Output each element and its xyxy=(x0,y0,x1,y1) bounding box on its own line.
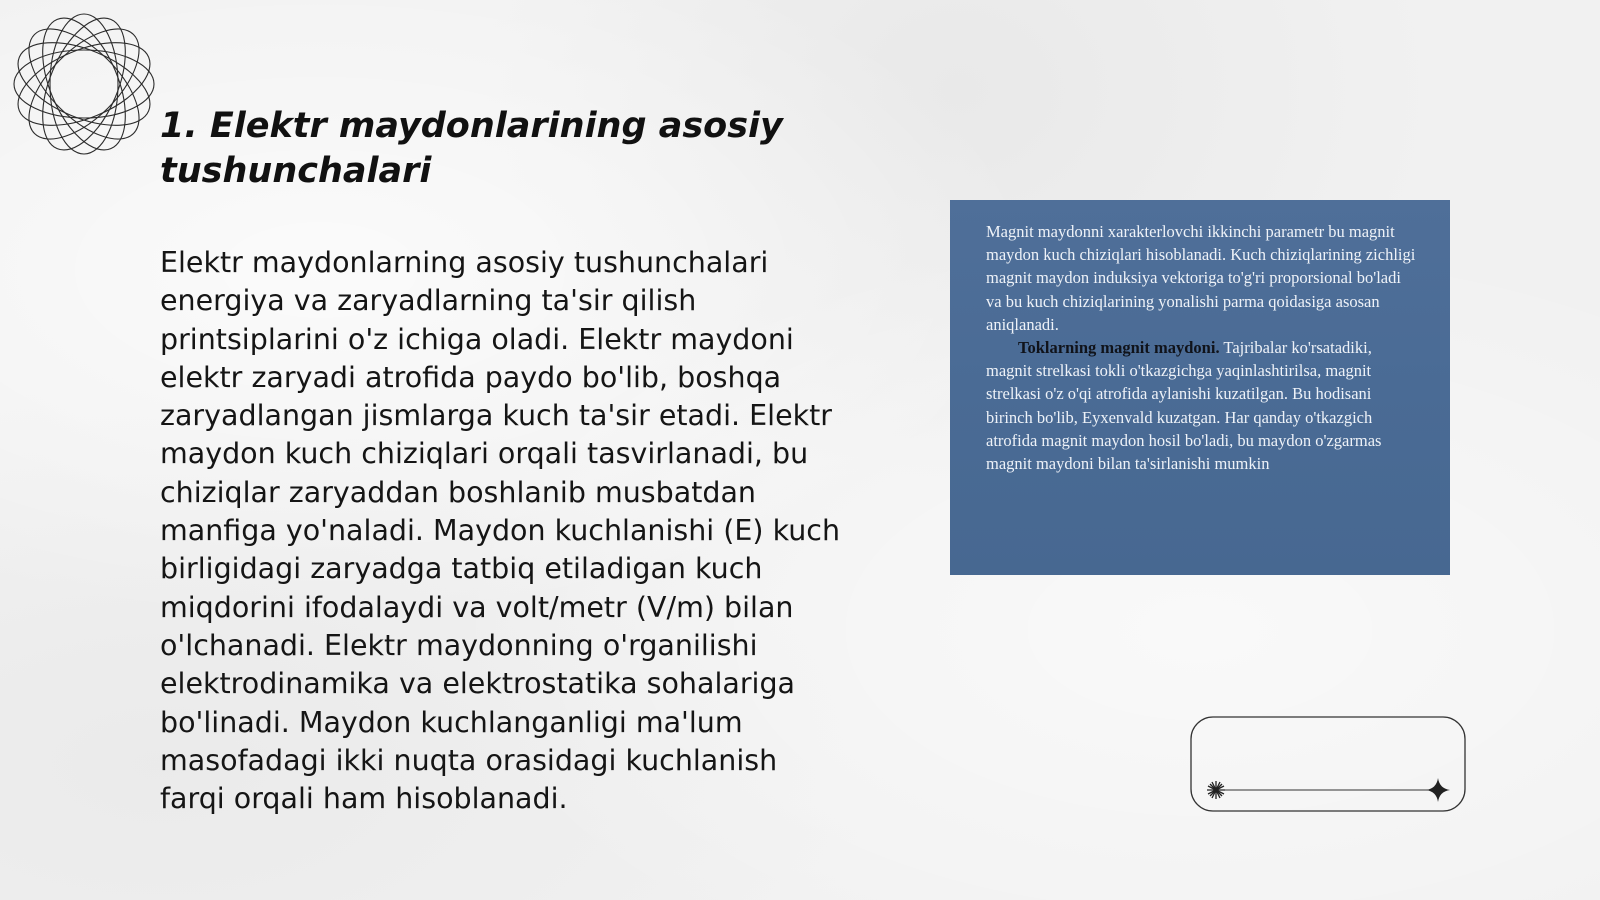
rosette-ellipse xyxy=(10,10,157,157)
rosette-ellipse xyxy=(10,26,158,142)
rosette-ellipse xyxy=(10,26,158,142)
image-card-paragraph-2 xyxy=(986,336,1416,475)
textbook-image-card xyxy=(950,200,1450,575)
rosette-ellipse xyxy=(50,14,118,154)
decorative-frame xyxy=(1190,716,1466,812)
rosette-ellipse xyxy=(14,50,154,118)
image-card-paragraph-2-rest: Tajribalar ko'rsatadiki, magnit strelkasi tokli o'tkazgichga yaqinlashtirilsa, magnit strelkasi o'z o'qi atrofida aylanishi kuzatilgan. Bu hodisani birinch bo'lib, Eyxenvald kuzatgan. Har qanday o'tkazgich atrofida magnit maydon hosil bo'ladi, bu maydon o'zgarmas magnit maydoni bilan ta'sirlanishi mumkin xyxy=(986,338,1382,474)
four-point-star-icon xyxy=(1426,778,1450,802)
image-card-paragraph-1: Magnit maydonni xarakterlovchi ikkinchi parametr bu magnit maydon kuch chiziqlari hisoblanadi. Kuch chiziqlarining zichligi magnit maydon induksiya vektoriga to'g'ri proporsional bo'ladi va bu kuch chiziqlarining yonalishi parma qoidasiga asosan aniqlanadi. xyxy=(986,222,1416,334)
slide-title: 1. Elektr maydonlarining asosiy tushunchalari xyxy=(160,106,783,191)
sparkle-star-icon xyxy=(1207,781,1225,799)
slide-body-text: Elektr maydonlarning asosiy tushunchalari energiya va zaryadlarning ta'sir qilish printsiplarini o'z ichiga oladi. Elektr maydoni elektr zaryadi atrofida paydo bo'lib, boshqa zaryadlangan jismlarga kuch ta'sir etadi. Elektr maydon kuch chiziqlari orqali tasvirlanadi, bu chiziqlar zaryaddan boshlanib musbatdan manfiga yo'naladi. Maydon kuchlanishi (E) kuch birligidagi zaryadga tatbiq etiladigan kuch miqdorini ifodalaydi va volt/metr (V/m) bilan o'lchanadi. Elektr maydonning o'rganilishi elektrodinamika va elektrostatika sohalariga bo'linadi. Maydon kuchlanganligi ma'lum masofadagi ikki nuqta orasidagi kuchlanish farqi orqali ham hisoblanadi. xyxy=(160,246,841,816)
rosette-ellipse xyxy=(26,10,142,158)
image-card-paragraph-2-lead: Toklarning magnit maydoni. xyxy=(1018,338,1220,358)
rosette-ellipse xyxy=(26,10,142,158)
rosette-ornament-icon xyxy=(10,10,158,158)
rosette-ellipse xyxy=(10,10,157,157)
